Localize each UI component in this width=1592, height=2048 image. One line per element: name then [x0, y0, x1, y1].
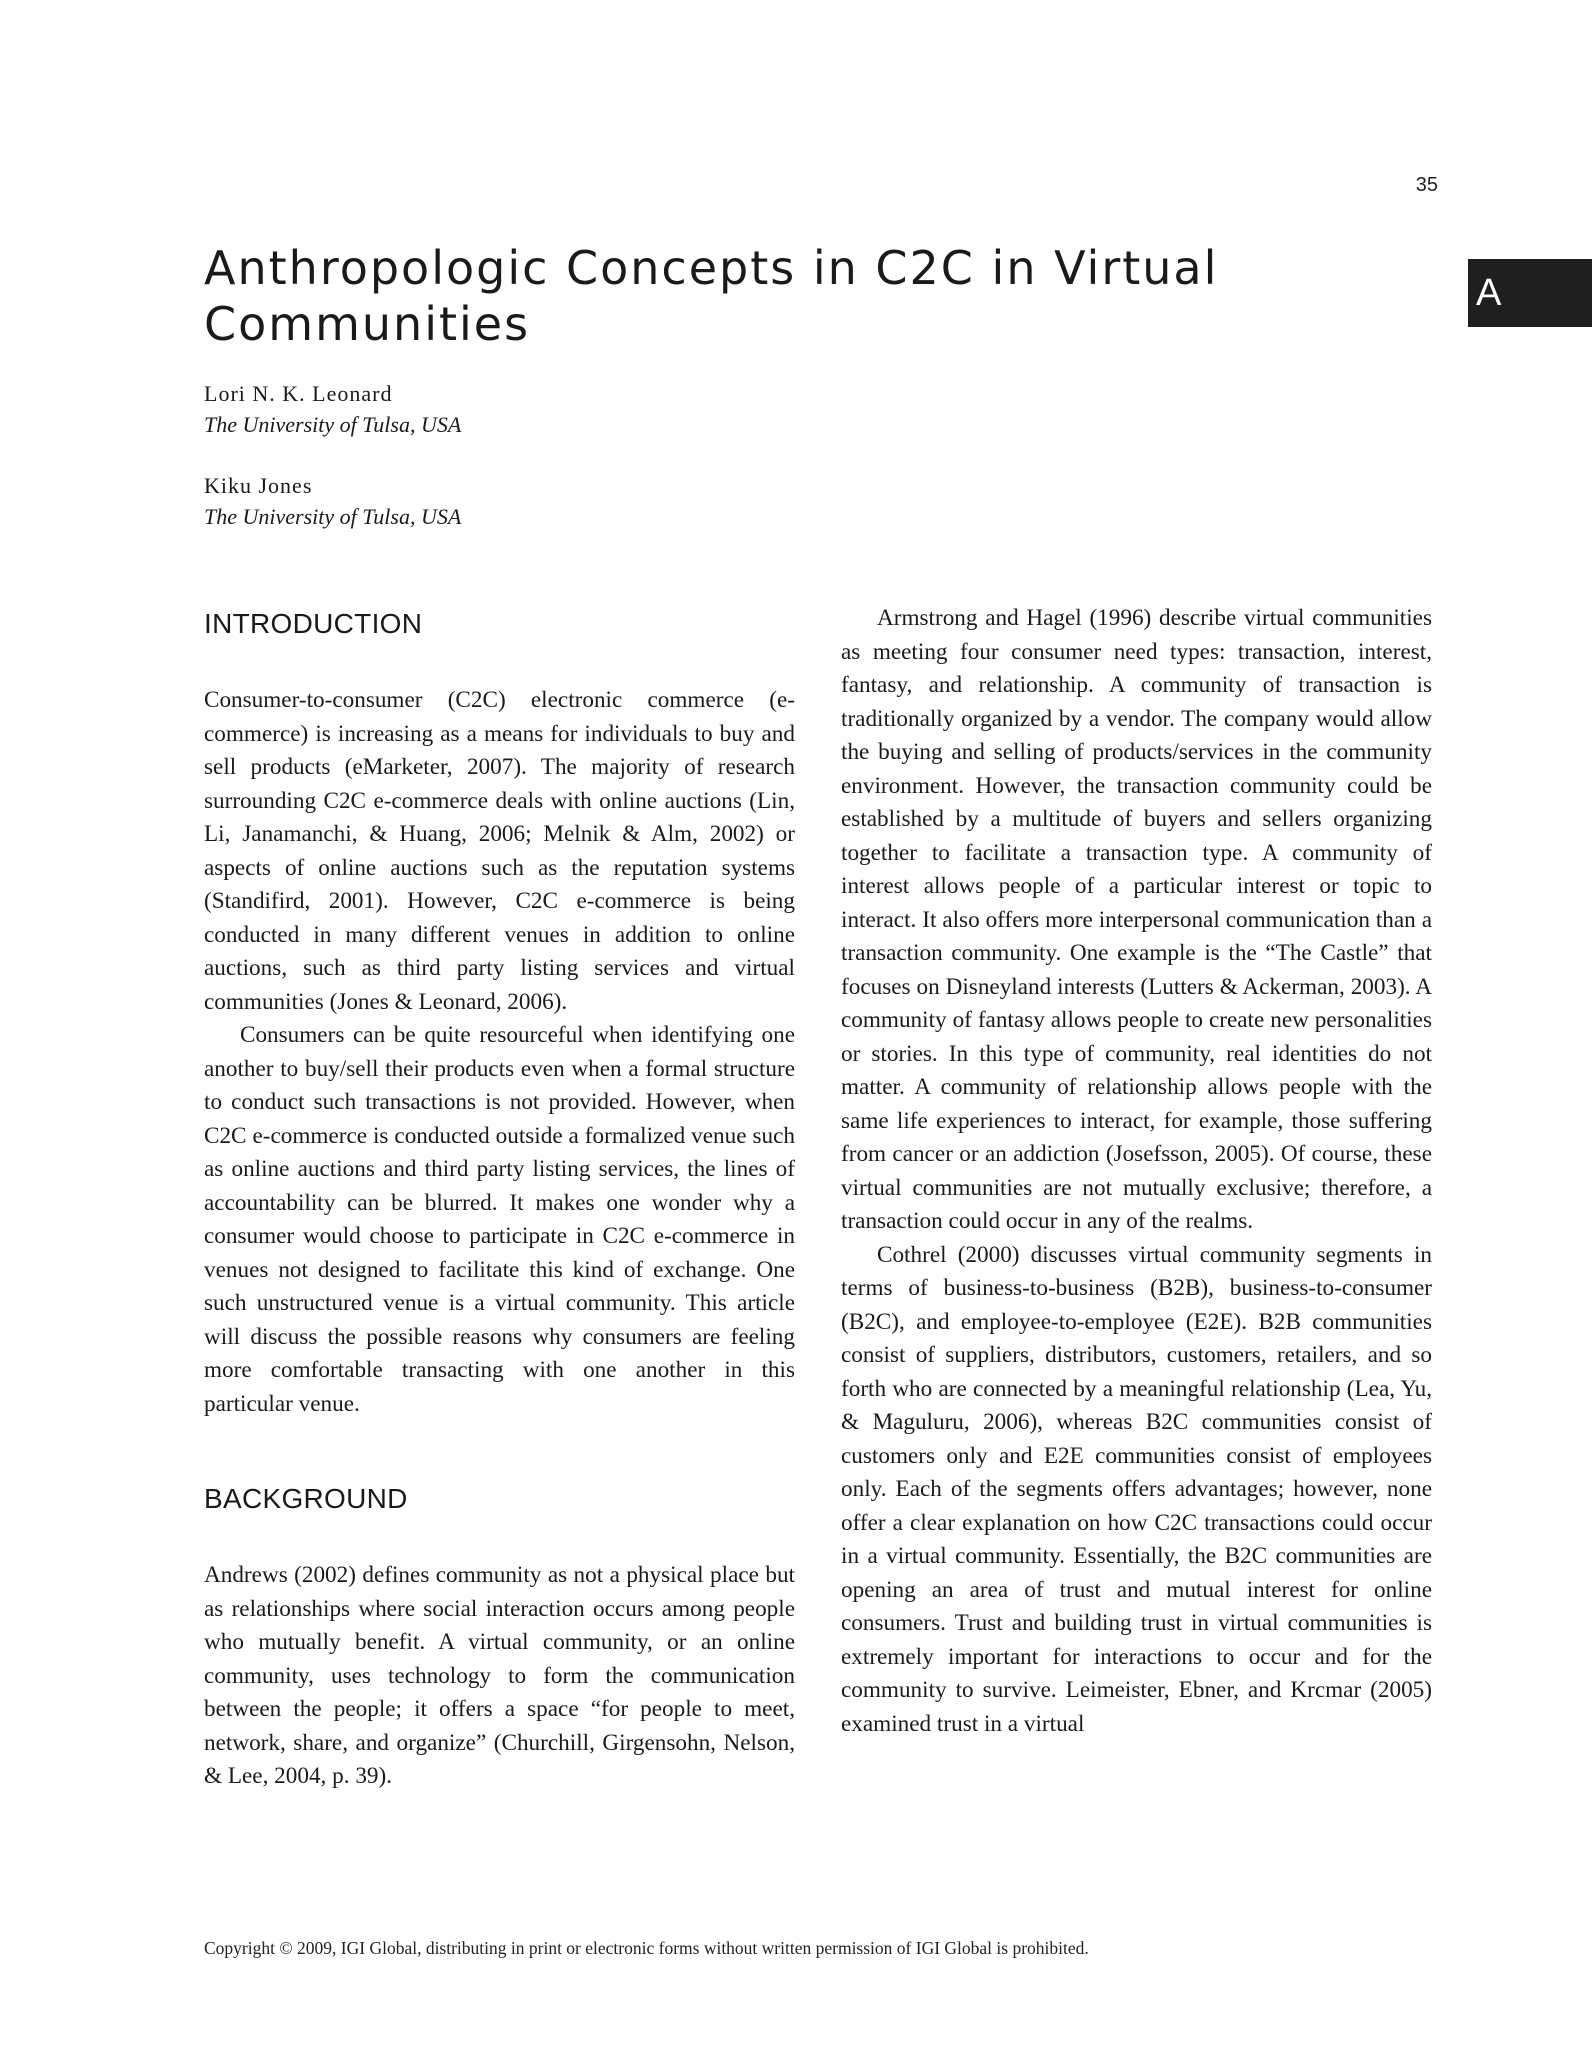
page-number: 35	[1415, 174, 1438, 196]
introduction-paragraph: Consumer-to-consumer (C2C) electronic commerce (e-commerce) is increasing as a means for individuals to buy and sell products (eMarketer, 2007). The majority of research surrounding C2C e-commerce deals with online auctions (Lin, Li, Janamanchi, & Huang, 2006; Melnik & Alm, 2002) or aspects of online auctions such as the reputation systems (Standifird, 2001). However, C2C e-commerce is being conducted in many different venues in addition to online auctions, such as third party listing services and virtual communities (Jones & Leonard, 2006).	[204, 687, 795, 1015]
introduction-heading: INTRODUCTION	[204, 608, 423, 639]
article-title: Anthropologic Concepts in C2C in Virtual Communities	[204, 241, 1219, 351]
author-affiliation: The University of Tulsa, USA	[204, 504, 462, 529]
right-column	[841, 602, 1432, 1741]
author-block	[204, 470, 904, 532]
author-list	[204, 378, 904, 562]
author-name: Kiku Jones	[204, 473, 313, 498]
author-name: Lori N. K. Leonard	[204, 381, 393, 406]
section-letter-tab: A	[1468, 259, 1592, 327]
background-heading: BACKGROUND	[204, 1483, 408, 1514]
body-paragraph: Armstrong and Hagel (1996) describe virtual communities as meeting four consumer need types: transaction, interest, fantasy, and relationship. A community of transaction is traditionally organized by a vendor. The company would allow the buying and selling of products/services in the community environment. However, the transaction community could be established by a multitude of buyers and sellers organizing together to facilitate a transaction type. A community of interest allows people of a particular interest or topic to interact. It also offers more interpersonal communication than a transaction community. One example is the “The Castle” that focuses on Disneyland interests (Lutters & Ackerman, 2003). A community of fantasy allows people to create new personalities or stories. In this type of community, real identities do not matter. A community of relationship allows people with the same life experiences to interact, for example, those suffering from cancer or an addiction (Josefsson, 2005). Of course, these virtual communities are not mutually exclusive; therefore, a transaction could occur in any of the realms.	[841, 605, 1432, 1234]
author-affiliation: The University of Tulsa, USA	[204, 412, 462, 437]
copyright-footer: Copyright © 2009, IGI Global, distributing in print or electronic forms without written permission of IGI Global is prohibited.	[204, 1938, 1089, 1958]
left-column	[204, 602, 795, 1794]
author-block	[204, 378, 904, 440]
background-paragraph: Andrews (2002) defines community as not a physical place but as relationships where social interaction occurs among people who mutually benefit. A virtual community, or an online community, uses technology to form the communication between the people; it offers a space “for people to meet, network, share, and organize” (Churchill, Girgensohn, Nelson, & Lee, 2004, p. 39).	[204, 1562, 795, 1789]
body-paragraph: Cothrel (2000) discusses virtual community segments in terms of business-to-business (B2B), business-to-consumer (B2C), and employee-to-employee (E2E). B2B communities consist of suppliers, distributors, customers, retailers, and so forth who are connected by a meaningful relationship (Lea, Yu, & Maguluru, 2006), whereas B2C communities consist of customers only and E2E communities consist of employees only. Each of the segments offers advantages; however, none offer a clear explanation on how C2C transactions could occur in a virtual community. Essentially, the B2C communities are opening an area of trust and mutual interest for online consumers. Trust and building trust in virtual communities is extremely important for interactions to occur and for the community to survive. Leimeister, Ebner, and Krcmar (2005) examined trust in a virtual	[841, 1241, 1432, 1737]
introduction-paragraph: Consumers can be quite resourceful when identifying one another to buy/sell their products even when a formal structure to conduct such transactions is not provided. However, when C2C e-commerce is conducted outside a formalized venue such as online auctions and third party listing services, the lines of accountability can be blurred. It makes one wonder why a consumer would choose to participate in C2C e-commerce in venues not designed to facilitate this kind of exchange. One such unstructured venue is a virtual community. This article will discuss the possible reasons why consumers are feeling more comfortable transacting with one another in this particular venue.	[204, 1022, 795, 1417]
